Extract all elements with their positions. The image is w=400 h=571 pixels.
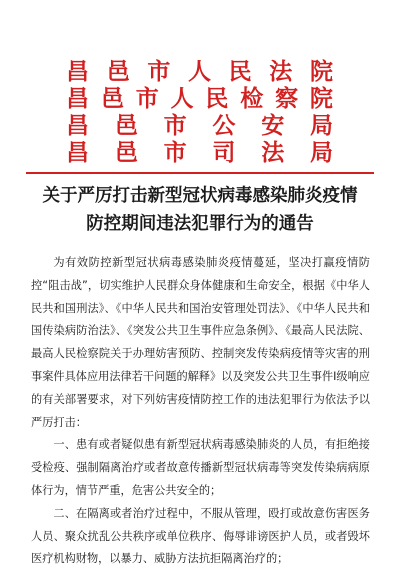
title-line-1: 关于严厉打击新型冠状病毒感染肺炎疫情 — [42, 186, 358, 206]
notice-title — [0, 182, 400, 238]
clause-paragraph: 一、患有或者疑似患有新型冠状病毒感染肺炎的人员，有拒绝接受检疫、强制隔离治疗或者故意传播新型冠状病毒等突发传染病病原体行为，情节严重，危害公共安全的； — [31, 438, 370, 497]
issuer-court: 昌 邑 市 人 民 法 院 — [66, 58, 333, 85]
issuer-justice-bureau: 昌 邑 市 司 法 局 — [66, 139, 333, 166]
preamble-paragraph: 为有效防控新型冠状病毒感染肺炎疫情蔓延，坚决打赢疫情防控“阻击战”，切实维护人民群众身体健康和生命安全，根据《中华人民共和国刑法》、《中华人民共和国治安管理处罚法》、《中华人民共和国传染病防治法》、《突发公共卫生事件应急条例》、《最高人民法院、最高人民检察院关于办理妨害预防、控制突发传染病疫情等灾害的刑事案件具体应用法律若干问题的解释》以及突发公共卫生事件Ⅰ级响应的有关部署要求，对下列妨害疫情防控工作的违法犯罪行为依法予以严厉打击： — [31, 256, 370, 429]
issuer-procuratorate: 昌 邑 市 人 民 检 察 院 — [66, 85, 333, 112]
notice-body — [31, 252, 370, 571]
issuing-authorities — [0, 58, 400, 166]
clause-paragraph: 二、在隔离或者治疗过程中，不服从管理，殴打或故意伤害医务人员、聚众扰乱公共秩序或单位秩序、侮辱诽谤医护人员，或者毁坏医疗机构财物，以暴力、威胁方法抗拒隔离治疗的； — [31, 506, 370, 566]
red-divider — [26, 172, 374, 174]
issuer-public-security: 昌 邑 市 公 安 局 — [66, 112, 333, 139]
title-line-2: 防控期间违法犯罪行为的通告 — [86, 214, 314, 234]
